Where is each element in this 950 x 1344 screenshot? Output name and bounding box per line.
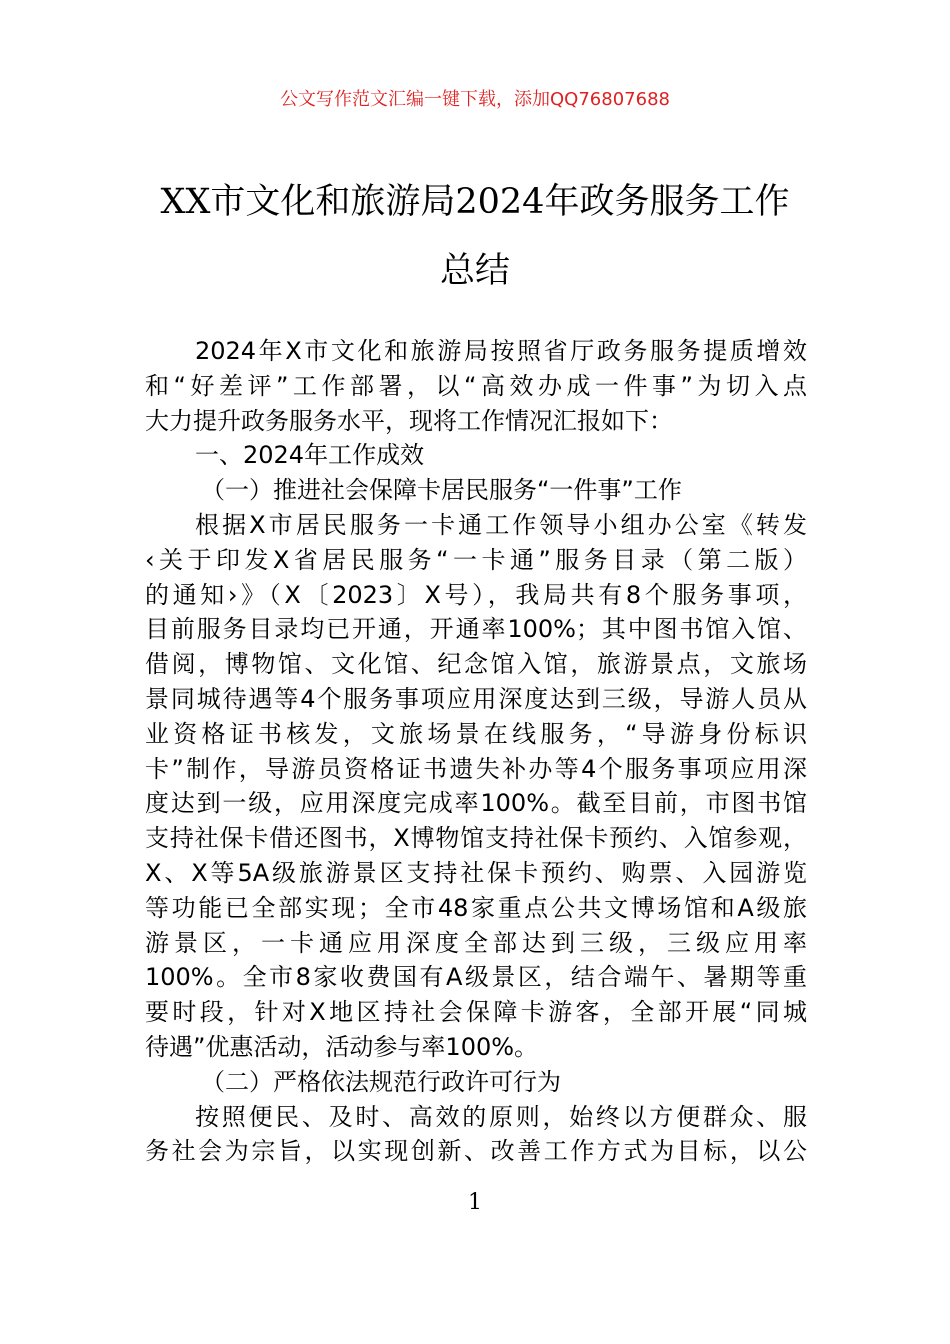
document-title-line-1: XX市文化和旅游局2024年政务服务工作 [160,182,790,222]
text-line: （一）推进社会保障卡居民服务“一件事”工作 [201,476,682,505]
text-line: 支持社保卡借还图书，X博物馆支持社保卡预约、入馆参观， [145,824,807,853]
text-line: 根据X市居民服务一卡通工作领导小组办公室《转发 [195,510,807,539]
text-line: 度达到一级，应用深度完成率100%。截至目前，市图书馆 [145,789,807,818]
text-line: 业资格证书核发，文旅场景在线服务，“导游身份标识 [145,719,807,748]
text-line: 2024年X市文化和旅游局按照省厅政务服务提质增效 [195,337,807,365]
text-line: 卡”制作，导游员资格证书遗失补办等4个服务事项应用深 [145,754,807,783]
text-line: ‹关于印发X省居民服务“一卡通”服务目录（第二版） [145,545,807,574]
text-line: 大力提升政务服务水平，现将工作情况汇报如下： [145,406,673,435]
text-line: 按照便民、及时、高效的原则，始终以方便群众、服 [195,1102,807,1131]
text-line: 一、2024年工作成效 [195,441,425,470]
document-title-line-2: 总结 [439,251,510,291]
text-line: 景同城待遇等4个服务事项应用深度达到三级，导游人员从 [145,684,807,713]
text-line: 务社会为宗旨，以实现创新、改善工作方式为目标，以公 [145,1137,807,1166]
text-line: 要时段，针对X地区持社会保障卡游客，全部开展“同城 [145,998,807,1027]
download-banner: 公文写作范文汇编一键下载，添加QQ76807688 [280,89,670,110]
text-line: 借阅，博物馆、文化馆、纪念馆入馆，旅游景点，文旅场 [145,650,807,679]
text-line: 目前服务目录均已开通，开通率100%；其中图书馆入馆、 [145,615,807,644]
text-line: X、X等5A级旅游景区支持社保卡预约、购票、入园游览 [145,858,807,887]
text-line: 的通知›》（X〔2023〕X号），我局共有8个服务事项， [145,580,807,609]
text-line: 游景区，一卡通应用深度全部达到三级，三级应用率 [145,928,807,957]
text-line: 和“好差评”工作部署，以“高效办成一件事”为切入点 [145,371,807,400]
text-line: 等功能已全部实现；全市48家重点公共文博场馆和A级旅 [145,893,807,922]
document-body [145,334,807,1169]
text-line: 100%。全市8家收费国有A级景区，结合端午、暑期等重 [145,963,807,992]
page-number: 1 [468,1190,482,1215]
text-line: （二）严格依法规范行政许可行为 [201,1067,561,1096]
text-line: 待遇”优惠活动，活动参与率100%。 [145,1032,539,1061]
